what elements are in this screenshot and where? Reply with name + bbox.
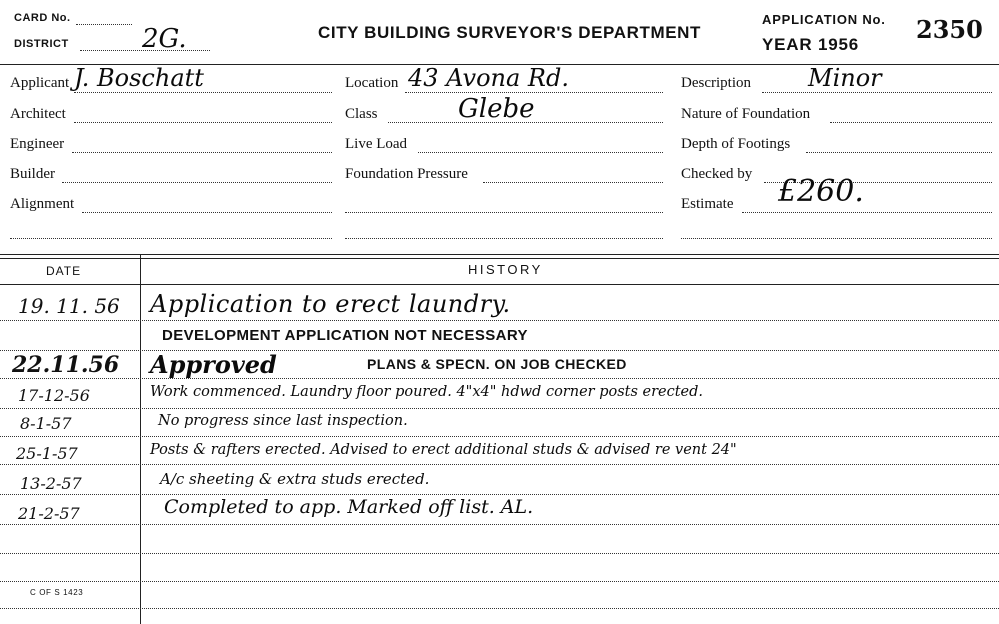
history-entry: A/c sheeting & extra studs erected. xyxy=(160,470,430,488)
district-label: DISTRICT xyxy=(14,38,69,50)
department-title: CITY BUILDING SURVEYOR'S DEPARTMENT xyxy=(318,23,702,42)
row-line xyxy=(0,553,999,554)
builder-label: Builder xyxy=(10,166,55,182)
builder-line xyxy=(62,182,332,183)
history-header: HISTORY xyxy=(468,262,543,277)
history-stamp: DEVELOPMENT APPLICATION NOT NECESSARY xyxy=(162,327,528,344)
row-line xyxy=(0,524,999,525)
history-date: 8-1-57 xyxy=(20,414,72,433)
row-line xyxy=(0,436,999,437)
history-date: 25-1-57 xyxy=(16,444,78,463)
live-load-line xyxy=(418,152,663,153)
applicant-value: J. Boschatt xyxy=(74,64,204,92)
row-line xyxy=(0,408,999,409)
history-date: 13-2-57 xyxy=(20,474,82,493)
history-date: 22.11.56 xyxy=(12,352,120,378)
row-line xyxy=(0,464,999,465)
depth-of-footings-label: Depth of Footings xyxy=(681,136,791,152)
checked-by-label: Checked by xyxy=(681,166,753,182)
description-value: Minor xyxy=(808,64,882,92)
history-entry: Posts & rafters erected. Advised to erect additional studs & advised re vent 24" xyxy=(150,442,737,458)
history-top-rule-2 xyxy=(0,258,999,259)
foundation-pressure-line xyxy=(483,182,663,183)
class-label: Class xyxy=(345,106,378,122)
row-line xyxy=(0,320,999,321)
application-no-label: APPLICATION No. xyxy=(762,12,886,27)
history-entry: Work commenced. Laundry floor poured. 4"x4" hdwd corner posts erected. xyxy=(150,384,704,400)
date-column-divider xyxy=(140,254,141,624)
card-no-line xyxy=(76,24,132,25)
depth-of-footings-line xyxy=(806,152,992,153)
estimate-label: Estimate xyxy=(681,196,734,212)
blank-line-col1 xyxy=(10,238,332,239)
blank-line-col3 xyxy=(681,238,992,239)
history-entry: Completed to app. Marked off list. AL. xyxy=(164,496,534,518)
class-value: Glebe xyxy=(458,94,535,124)
date-header: DATE xyxy=(46,264,82,278)
engineer-label: Engineer xyxy=(10,136,65,152)
description-line xyxy=(762,92,992,93)
history-stamp: PLANS & SPECN. ON JOB CHECKED xyxy=(367,356,627,372)
applicant-label: Applicant xyxy=(10,75,70,91)
row-line xyxy=(0,581,999,582)
card-no-label: CARD No. xyxy=(14,12,71,24)
location-value: 43 Avona Rd. xyxy=(408,64,569,92)
estimate-line xyxy=(742,212,992,213)
application-no: 2350 xyxy=(916,15,983,44)
alignment-label: Alignment xyxy=(10,196,75,212)
history-entry: Approved xyxy=(150,350,277,379)
applicant-line xyxy=(74,92,332,93)
history-entry: No progress since last inspection. xyxy=(158,413,408,429)
form-code: C OF S 1423 xyxy=(30,588,84,597)
location-label: Location xyxy=(345,75,399,91)
history-date: 21-2-57 xyxy=(18,504,80,523)
description-label: Description xyxy=(681,75,751,91)
row-line xyxy=(0,494,999,495)
history-date: 17-12-56 xyxy=(18,386,90,405)
blank-line-col2a xyxy=(345,212,663,213)
history-header-rule xyxy=(0,284,999,285)
live-load-label: Live Load xyxy=(345,136,408,152)
row-line xyxy=(0,608,999,609)
history-date: 19. 11. 56 xyxy=(18,294,120,318)
history-entry: Application to erect laundry. xyxy=(150,290,511,318)
nature-of-foundation-line xyxy=(830,122,992,123)
foundation-pressure-label: Foundation Pressure xyxy=(345,166,468,182)
architect-label: Architect xyxy=(10,106,66,122)
history-top-rule xyxy=(0,254,999,255)
district-value: 2G. xyxy=(142,24,187,54)
location-line xyxy=(405,92,663,93)
engineer-line xyxy=(72,152,332,153)
estimate-value: £260. xyxy=(778,174,864,209)
nature-of-foundation-label: Nature of Foundation xyxy=(681,106,811,122)
blank-line-col2b xyxy=(345,238,663,239)
year-label: YEAR 1956 xyxy=(762,35,859,54)
alignment-line xyxy=(82,212,332,213)
architect-line xyxy=(74,122,332,123)
